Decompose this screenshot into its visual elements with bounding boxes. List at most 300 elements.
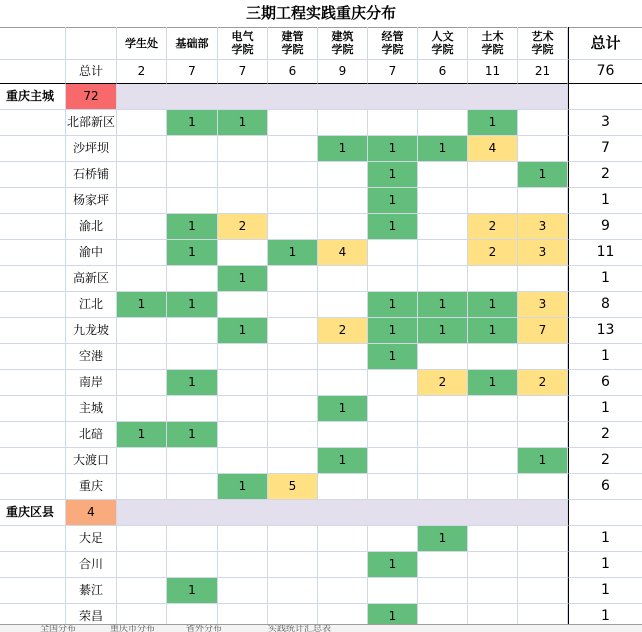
value-cell[interactable]: 1 (418, 318, 468, 344)
value-cell[interactable] (268, 396, 318, 422)
value-cell[interactable]: 1 (318, 396, 368, 422)
value-cell[interactable] (268, 578, 318, 604)
value-cell[interactable] (268, 448, 318, 474)
value-cell[interactable] (117, 474, 167, 500)
value-cell[interactable] (318, 162, 368, 188)
column-header-line: 学院 (481, 43, 504, 56)
value-cell[interactable] (368, 370, 418, 396)
row-total[interactable]: 7 (568, 136, 642, 162)
value-cell[interactable]: 1 (167, 214, 218, 240)
subtotal-row (0, 60, 642, 84)
row-label[interactable]: 荣昌 (66, 604, 117, 630)
value-cell[interactable] (268, 162, 318, 188)
value-cell[interactable] (418, 396, 468, 422)
table-row (0, 292, 642, 318)
value-cell[interactable] (468, 188, 518, 214)
value-cell[interactable]: 3 (518, 292, 568, 318)
row-total[interactable]: 9 (568, 214, 642, 240)
value-cell[interactable] (167, 344, 218, 370)
value-cell[interactable] (318, 370, 368, 396)
subtotal-value[interactable]: 7 (167, 60, 218, 84)
column-header-label (432, 30, 454, 56)
value-cell[interactable] (368, 110, 418, 136)
row-spacer[interactable] (0, 188, 66, 214)
value-cell[interactable] (167, 266, 218, 292)
value-cell[interactable]: 1 (368, 136, 418, 162)
value-cell[interactable]: 1 (167, 422, 218, 448)
value-cell[interactable]: 1 (268, 240, 318, 266)
column-header[interactable] (268, 27, 318, 60)
value-cell[interactable] (218, 136, 268, 162)
column-header-label (282, 30, 304, 56)
value-cell[interactable]: 3 (518, 214, 568, 240)
value-cell[interactable]: 1 (468, 292, 518, 318)
table-row (0, 240, 642, 266)
value-cell[interactable]: 1 (468, 370, 518, 396)
row-spacer[interactable] (0, 422, 66, 448)
table-row (0, 578, 642, 604)
value-cell[interactable] (167, 396, 218, 422)
value-cell[interactable]: 1 (218, 110, 268, 136)
value-cell[interactable] (117, 448, 167, 474)
table-row (0, 422, 642, 448)
column-header-row (0, 27, 642, 60)
value-cell[interactable] (318, 292, 368, 318)
subtotal-value[interactable]: 2 (117, 60, 167, 84)
value-cell[interactable]: 7 (518, 318, 568, 344)
value-cell[interactable] (368, 396, 418, 422)
value-cell[interactable]: 2 (468, 240, 518, 266)
column-header-line: 基础部 (175, 36, 209, 50)
row-label[interactable]: 江北 (66, 292, 117, 318)
value-cell[interactable] (218, 370, 268, 396)
row-label[interactable]: 九龙坡 (66, 318, 117, 344)
value-cell[interactable]: 1 (167, 240, 218, 266)
value-cell[interactable] (218, 344, 268, 370)
row-label[interactable]: 大渡口 (66, 448, 117, 474)
column-header[interactable] (468, 27, 518, 60)
row-total[interactable]: 1 (568, 266, 642, 292)
value-cell[interactable] (318, 344, 368, 370)
value-cell[interactable]: 1 (117, 292, 167, 318)
value-cell[interactable] (418, 240, 468, 266)
table-row (0, 136, 642, 162)
row-spacer[interactable] (0, 448, 66, 474)
row-total[interactable]: 3 (568, 110, 642, 136)
value-cell[interactable] (368, 474, 418, 500)
value-cell[interactable] (167, 162, 218, 188)
value-cell[interactable] (117, 318, 167, 344)
value-cell[interactable]: 1 (368, 344, 418, 370)
value-cell[interactable] (468, 578, 518, 604)
column-header-line: 学院 (531, 43, 554, 56)
value-cell[interactable]: 2 (518, 370, 568, 396)
value-cell[interactable] (318, 578, 368, 604)
grand-total[interactable]: 76 (568, 60, 642, 84)
value-cell[interactable]: 1 (318, 448, 368, 474)
value-cell[interactable] (468, 526, 518, 552)
row-label[interactable]: 北碚 (66, 422, 117, 448)
value-cell[interactable]: 1 (468, 110, 518, 136)
column-header-line: 建筑 (331, 30, 354, 43)
row-label[interactable]: 渝中 (66, 240, 117, 266)
value-cell[interactable] (418, 344, 468, 370)
row-label[interactable]: 空港 (66, 344, 117, 370)
section-row (0, 500, 642, 526)
row-total[interactable]: 1 (568, 604, 642, 630)
row-spacer[interactable] (0, 292, 66, 318)
blank-header-cell[interactable] (66, 27, 117, 60)
value-cell[interactable] (268, 318, 318, 344)
row-spacer[interactable] (0, 110, 66, 136)
subtotal-value[interactable]: 6 (418, 60, 468, 84)
subtotal-label[interactable]: 总计 (66, 60, 117, 84)
value-cell[interactable]: 1 (218, 266, 268, 292)
value-cell[interactable] (318, 474, 368, 500)
section-total-blank[interactable] (568, 500, 642, 526)
column-header-label (532, 30, 554, 56)
value-cell[interactable] (518, 136, 568, 162)
value-cell[interactable] (167, 136, 218, 162)
value-cell[interactable] (418, 474, 468, 500)
subtotal-value[interactable]: 11 (468, 60, 518, 84)
value-cell[interactable] (518, 422, 568, 448)
value-cell[interactable]: 1 (368, 292, 418, 318)
row-label[interactable]: 渝北 (66, 214, 117, 240)
subtotal-value[interactable]: 7 (368, 60, 418, 84)
value-cell[interactable] (167, 448, 218, 474)
value-cell[interactable] (117, 370, 167, 396)
value-cell[interactable] (117, 240, 167, 266)
corner-cell[interactable] (0, 27, 66, 60)
value-cell[interactable] (117, 396, 167, 422)
value-cell[interactable] (218, 422, 268, 448)
column-header-label (125, 37, 158, 50)
subtotal-value[interactable]: 9 (318, 60, 368, 84)
row-total[interactable]: 1 (568, 526, 642, 552)
row-total[interactable]: 11 (568, 240, 642, 266)
column-header-line: 学院 (231, 43, 254, 56)
total-header[interactable]: 总计 (568, 27, 642, 60)
row-total[interactable]: 1 (568, 344, 642, 370)
table-row (0, 396, 642, 422)
value-cell[interactable] (318, 110, 368, 136)
table-row (0, 266, 642, 292)
value-cell[interactable] (368, 240, 418, 266)
row-spacer[interactable] (0, 526, 66, 552)
row-label[interactable]: 主城 (66, 396, 117, 422)
value-cell[interactable]: 1 (167, 110, 218, 136)
value-cell[interactable] (268, 526, 318, 552)
value-cell[interactable] (117, 214, 167, 240)
value-cell[interactable] (268, 136, 318, 162)
value-cell[interactable] (268, 292, 318, 318)
column-header-line: 学院 (281, 43, 304, 56)
value-cell[interactable]: 1 (468, 318, 518, 344)
column-header-line: 学院 (431, 43, 454, 56)
value-cell[interactable] (518, 266, 568, 292)
value-cell[interactable] (518, 396, 568, 422)
row-spacer[interactable] (0, 474, 66, 500)
table-row (0, 526, 642, 552)
row-spacer[interactable] (0, 370, 66, 396)
value-cell[interactable]: 1 (218, 474, 268, 500)
value-cell[interactable] (318, 214, 368, 240)
value-cell[interactable] (368, 578, 418, 604)
value-cell[interactable] (218, 578, 268, 604)
value-cell[interactable]: 2 (418, 370, 468, 396)
row-spacer[interactable] (0, 318, 66, 344)
value-cell[interactable] (218, 162, 268, 188)
row-total[interactable]: 2 (568, 448, 642, 474)
value-cell[interactable]: 1 (368, 214, 418, 240)
row-label[interactable]: 石桥铺 (66, 162, 117, 188)
row-label[interactable]: 綦江 (66, 578, 117, 604)
value-cell[interactable] (167, 526, 218, 552)
row-total[interactable]: 1 (568, 578, 642, 604)
column-header-label (482, 30, 504, 56)
value-cell[interactable] (418, 110, 468, 136)
value-cell[interactable]: 1 (418, 136, 468, 162)
row-total[interactable]: 6 (568, 370, 642, 396)
value-cell[interactable] (167, 188, 218, 214)
sheet-title: 三期工程实践重庆分布 (0, 0, 642, 28)
subtotal-value[interactable]: 6 (268, 60, 318, 84)
value-cell[interactable] (468, 344, 518, 370)
table-row (0, 318, 642, 344)
value-cell[interactable] (318, 422, 368, 448)
value-cell[interactable] (518, 344, 568, 370)
column-header[interactable] (368, 27, 418, 60)
value-cell[interactable] (518, 578, 568, 604)
table-row (0, 552, 642, 578)
column-header-line: 经管 (381, 30, 404, 43)
table-row (0, 474, 642, 500)
section-band[interactable] (117, 84, 568, 110)
value-cell[interactable] (268, 344, 318, 370)
value-cell[interactable] (167, 552, 218, 578)
value-cell[interactable] (318, 552, 368, 578)
value-cell[interactable]: 4 (468, 136, 518, 162)
section-total-blank[interactable] (568, 84, 642, 110)
value-cell[interactable]: 1 (218, 318, 268, 344)
row-spacer[interactable] (0, 266, 66, 292)
value-cell[interactable] (318, 526, 368, 552)
row-total[interactable]: 6 (568, 474, 642, 500)
table-row (0, 344, 642, 370)
value-cell[interactable] (418, 448, 468, 474)
value-cell[interactable] (268, 422, 318, 448)
value-cell[interactable] (218, 552, 268, 578)
value-cell[interactable]: 1 (518, 162, 568, 188)
value-cell[interactable]: 1 (167, 292, 218, 318)
value-cell[interactable] (218, 448, 268, 474)
row-label[interactable]: 杨家坪 (66, 188, 117, 214)
row-total[interactable]: 8 (568, 292, 642, 318)
subtotal-value[interactable]: 7 (218, 60, 268, 84)
value-cell[interactable]: 2 (318, 318, 368, 344)
value-cell[interactable]: 1 (167, 370, 218, 396)
value-cell[interactable] (117, 526, 167, 552)
table-row (0, 162, 642, 188)
value-cell[interactable] (117, 344, 167, 370)
row-label[interactable]: 高新区 (66, 266, 117, 292)
value-cell[interactable] (218, 188, 268, 214)
column-header-line: 艺术 (531, 30, 554, 43)
column-header-line: 建管 (281, 30, 304, 43)
value-cell[interactable] (368, 422, 418, 448)
value-cell[interactable] (468, 448, 518, 474)
column-header[interactable] (418, 27, 468, 60)
column-header-line: 学生处 (125, 36, 158, 50)
value-cell[interactable] (268, 370, 318, 396)
value-cell[interactable] (518, 474, 568, 500)
value-cell[interactable]: 1 (368, 552, 418, 578)
value-cell[interactable]: 2 (468, 214, 518, 240)
subtotal-value[interactable]: 21 (518, 60, 568, 84)
value-cell[interactable] (117, 266, 167, 292)
section-name[interactable]: 重庆主城 (0, 84, 66, 110)
value-cell[interactable] (268, 266, 318, 292)
value-cell[interactable] (418, 188, 468, 214)
column-header-line: 人文 (431, 30, 454, 43)
column-header[interactable] (318, 27, 368, 60)
value-cell[interactable] (117, 188, 167, 214)
row-spacer[interactable] (0, 214, 66, 240)
row-label[interactable]: 重庆 (66, 474, 117, 500)
value-cell[interactable] (418, 422, 468, 448)
value-cell[interactable] (117, 162, 167, 188)
value-cell[interactable] (117, 578, 167, 604)
row-spacer[interactable] (0, 136, 66, 162)
value-cell[interactable] (418, 266, 468, 292)
value-cell[interactable]: 1 (518, 448, 568, 474)
value-cell[interactable]: 2 (218, 214, 268, 240)
row-total[interactable]: 1 (568, 396, 642, 422)
value-cell[interactable] (418, 162, 468, 188)
value-cell[interactable] (418, 214, 468, 240)
section-count[interactable]: 4 (66, 500, 117, 526)
row-total[interactable]: 2 (568, 422, 642, 448)
value-cell[interactable]: 1 (318, 136, 368, 162)
value-cell[interactable] (468, 266, 518, 292)
value-cell[interactable]: 1 (117, 422, 167, 448)
row-total[interactable]: 1 (568, 552, 642, 578)
value-cell[interactable] (318, 188, 368, 214)
value-cell[interactable] (368, 266, 418, 292)
table-row (0, 110, 642, 136)
value-cell[interactable] (518, 188, 568, 214)
value-cell[interactable]: 1 (368, 604, 418, 630)
row-spacer[interactable] (0, 578, 66, 604)
value-cell[interactable]: 1 (167, 578, 218, 604)
column-header-line: 电气 (231, 30, 254, 43)
column-header-label (382, 30, 404, 56)
value-cell[interactable] (518, 552, 568, 578)
section-band[interactable] (117, 500, 568, 526)
row-label[interactable]: 大足 (66, 526, 117, 552)
value-cell[interactable] (468, 396, 518, 422)
column-header[interactable] (218, 27, 268, 60)
row-total[interactable]: 13 (568, 318, 642, 344)
value-cell[interactable]: 1 (368, 188, 418, 214)
sheet-tab[interactable]: 省外分布 (186, 624, 223, 632)
value-cell[interactable] (518, 110, 568, 136)
row-total[interactable]: 2 (568, 162, 642, 188)
value-cell[interactable] (268, 552, 318, 578)
value-cell[interactable]: 4 (318, 240, 368, 266)
column-header-line: 学院 (381, 43, 404, 56)
value-cell[interactable] (167, 318, 218, 344)
column-header[interactable] (167, 27, 218, 60)
value-cell[interactable] (268, 188, 318, 214)
section-row (0, 84, 642, 110)
table-row (0, 370, 642, 396)
value-cell[interactable] (218, 396, 268, 422)
value-cell[interactable]: 1 (368, 162, 418, 188)
row-spacer[interactable] (0, 396, 66, 422)
row-spacer[interactable] (0, 162, 66, 188)
row-spacer[interactable] (0, 240, 66, 266)
value-cell[interactable] (218, 526, 268, 552)
column-header[interactable] (518, 27, 568, 60)
row-spacer[interactable] (0, 344, 66, 370)
value-cell[interactable] (268, 214, 318, 240)
column-header[interactable] (117, 27, 167, 60)
value-cell[interactable] (318, 266, 368, 292)
row-label[interactable]: 南岸 (66, 370, 117, 396)
value-cell[interactable]: 5 (268, 474, 318, 500)
section-name[interactable]: 重庆区县 (0, 500, 66, 526)
value-cell[interactable]: 1 (418, 292, 468, 318)
column-header-label (232, 30, 254, 56)
row-label[interactable]: 沙坪坝 (66, 136, 117, 162)
blank-cell[interactable] (0, 60, 66, 84)
value-cell[interactable] (117, 110, 167, 136)
value-cell[interactable] (218, 240, 268, 266)
value-cell[interactable] (117, 136, 167, 162)
value-cell[interactable] (468, 474, 518, 500)
section-count[interactable]: 72 (66, 84, 117, 110)
value-cell[interactable] (418, 578, 468, 604)
value-cell[interactable] (368, 526, 418, 552)
sheet-tab[interactable]: 重庆市分布 (110, 624, 156, 632)
row-label[interactable]: 北部新区 (66, 110, 117, 136)
value-cell[interactable] (117, 552, 167, 578)
sheet-tab[interactable]: 全国分布 (40, 624, 77, 632)
value-cell[interactable] (368, 448, 418, 474)
value-cell[interactable] (468, 552, 518, 578)
value-cell[interactable] (468, 422, 518, 448)
value-cell[interactable]: 3 (518, 240, 568, 266)
value-cell[interactable] (268, 110, 318, 136)
column-header-label (332, 30, 354, 56)
column-header-line: 土木 (481, 30, 504, 43)
row-label[interactable]: 合川 (66, 552, 117, 578)
value-cell[interactable]: 1 (368, 318, 418, 344)
row-spacer[interactable] (0, 552, 66, 578)
column-header-label (176, 37, 209, 50)
value-cell[interactable] (167, 474, 218, 500)
value-cell[interactable]: 1 (418, 526, 468, 552)
table-row (0, 448, 642, 474)
value-cell[interactable] (468, 162, 518, 188)
value-cell[interactable] (518, 526, 568, 552)
value-cell[interactable] (218, 292, 268, 318)
row-total[interactable]: 1 (568, 188, 642, 214)
value-cell[interactable] (418, 552, 468, 578)
sheet-tab[interactable]: 实践统计汇总表 (268, 624, 332, 632)
